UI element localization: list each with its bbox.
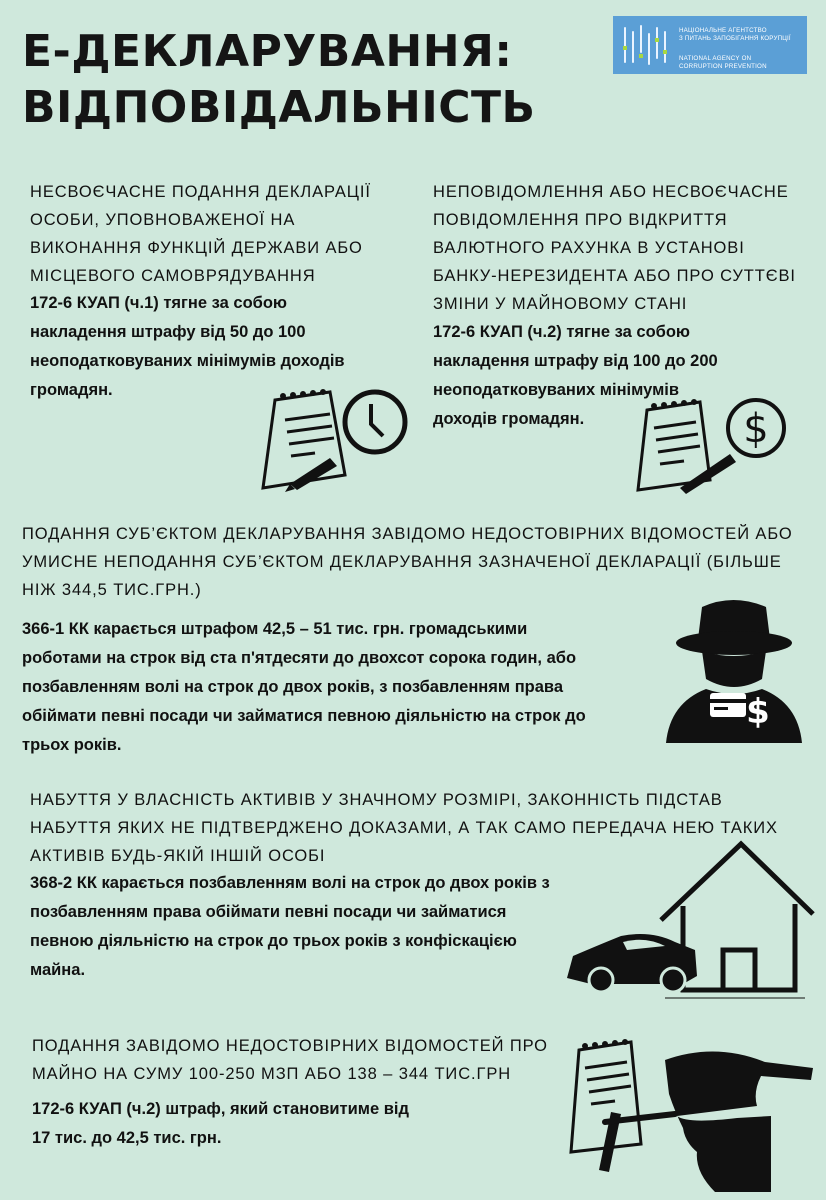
- law-line: неоподатковуваних мінімумів: [433, 381, 680, 399]
- heading-line: ОСОБИ, УПОВНОВАЖЕНОЇ НА: [30, 211, 296, 229]
- logo-text-en: [679, 55, 767, 71]
- section-heading: [433, 178, 818, 318]
- heading-line: ПОДАННЯ СУБ’ЄКТОМ ДЕКЛАРУВАННЯ ЗАВІДОМО НЕДОСТОВІРНИХ ВІДОМОСТЕЙ АБО: [22, 525, 793, 543]
- law-line: обіймати певні посади чи займатися певною діяльністю на строк до: [22, 707, 586, 725]
- nacp-logo: [613, 16, 807, 74]
- heading-line: УМИСНЕ НЕПОДАННЯ СУБ’ЄКТОМ ДЕКЛАРУВАННЯ ЗАЗНАЧЕНОЇ ДЕКЛАРАЦІЇ (БІЛЬШЕ: [22, 553, 782, 571]
- section-penalty: [32, 1095, 572, 1153]
- law-line: 368-2 КК карається позбавленням волі на строк до двох років з: [30, 874, 550, 892]
- law-line: 172-6 КУАП (ч.1) тягне за собою: [30, 294, 288, 312]
- law-line: певною діяльністю на строк до трьох років з конфіскацією: [30, 932, 517, 950]
- logo-ua-line-2: З ПИТАНЬ ЗАПОБІГАННЯ КОРУПЦІЇ: [679, 35, 791, 42]
- heading-line: НІЖ 344,5 ТИС.ГРН.): [22, 581, 202, 599]
- section-heading: [32, 1032, 572, 1088]
- logo-en-line-1: NATIONAL AGENCY ON: [679, 55, 752, 62]
- section-property-misreport: [32, 1032, 572, 1153]
- heading-line: БАНКУ-НЕРЕЗИДЕНТА АБО ПРО СУТТЄВІ: [433, 267, 796, 285]
- car-house-icon: [565, 838, 817, 1000]
- svg-text:$: $: [746, 692, 770, 732]
- heading-line: НЕСВОЄЧАСНЕ ПОДАННЯ ДЕКЛАРАЦІЇ: [30, 183, 371, 201]
- notepad-clock-icon: [235, 380, 420, 495]
- heading-line: ВИКОНАННЯ ФУНКЦІЙ ДЕРЖАВИ АБО: [30, 239, 363, 257]
- logo-text-ua: [679, 27, 791, 43]
- notepad-liar-icon: [565, 1032, 815, 1194]
- nacp-emblem-icon: [619, 22, 671, 68]
- heading-line: ЗМІНИ У МАЙНОВОМУ СТАНІ: [433, 295, 688, 313]
- law-line: накладення штрафу від 50 до 100: [30, 323, 306, 341]
- law-line: 366-1 КК карається штрафом 42,5 – 51 тис. грн. громадськими: [22, 620, 528, 638]
- heading-line: АКТИВІВ БУДЬ-ЯКІЙ ІНШІЙ ОСОБІ: [30, 847, 326, 865]
- law-line: роботами на строк від ста п'ятдесяти до двохсот сорока годин, або: [22, 649, 577, 667]
- logo-ua-line-1: НАЦІОНАЛЬНЕ АГЕНТСТВО: [679, 27, 767, 34]
- law-line: неоподатковуваних мінімумів доходів: [30, 352, 345, 370]
- heading-line: ВАЛЮТНОГО РАХУНКА В УСТАНОВІ: [433, 239, 745, 257]
- law-line: 172-6 КУАП (ч.2) тягне за собою: [433, 323, 691, 341]
- svg-text:$: $: [743, 406, 769, 452]
- title-line-1: Е-ДЕКЛАРУВАННЯ:: [22, 26, 513, 77]
- law-line: майна.: [30, 961, 86, 979]
- law-line: накладення штрафу від 100 до 200: [433, 352, 718, 370]
- page-title: [22, 24, 536, 136]
- law-line: 17 тис. до 42,5 тис. грн.: [32, 1129, 222, 1147]
- law-line: доходів громадян.: [433, 410, 585, 428]
- law-line: позбавленням волі на строк до двох років, з позбавленням права: [22, 678, 564, 696]
- section-heading: [22, 520, 812, 604]
- law-line: позбавленням права обіймати певні посади чи займатися: [30, 903, 507, 921]
- heading-line: МАЙНО НА СУМУ 100-250 МЗП АБО 138 – 344 ТИС.ГРН: [32, 1065, 512, 1083]
- law-line: громадян.: [30, 381, 113, 399]
- law-line: трьох років.: [22, 736, 122, 754]
- section-late-declaration: [30, 178, 410, 405]
- law-line: 172-6 КУАП (ч.2) штраф, який становитиме від: [32, 1100, 409, 1118]
- heading-line: НАБУТТЯ ЯКИХ НЕ ПІДТВЕРДЖЕНО ДОКАЗАМИ, А ТАК САМО ПЕРЕДАЧА НЕЮ ТАКИХ: [30, 819, 778, 837]
- heading-line: ПОДАННЯ ЗАВІДОМО НЕДОСТОВІРНИХ ВІДОМОСТЕЙ ПРО: [32, 1037, 548, 1055]
- logo-en-line-2: CORRUPTION PREVENTION: [679, 63, 767, 70]
- heading-line: НАБУТТЯ У ВЛАСНІСТЬ АКТИВІВ У ЗНАЧНОМУ РОЗМІРІ, ЗАКОННІСТЬ ПІДСТАВ: [30, 791, 723, 809]
- section-heading: [30, 178, 410, 290]
- hacker-icon: [658, 595, 808, 743]
- notepad-dollar-icon: [632, 390, 802, 495]
- heading-line: ПОВІДОМЛЕННЯ ПРО ВІДКРИТТЯ: [433, 211, 728, 229]
- title-line-2: ВІДПОВІДАЛЬНІСТЬ: [22, 82, 536, 133]
- heading-line: НЕПОВІДОМЛЕННЯ АБО НЕСВОЄЧАСНЕ: [433, 183, 789, 201]
- heading-line: МІСЦЕВОГО САМОВРЯДУВАННЯ: [30, 267, 316, 285]
